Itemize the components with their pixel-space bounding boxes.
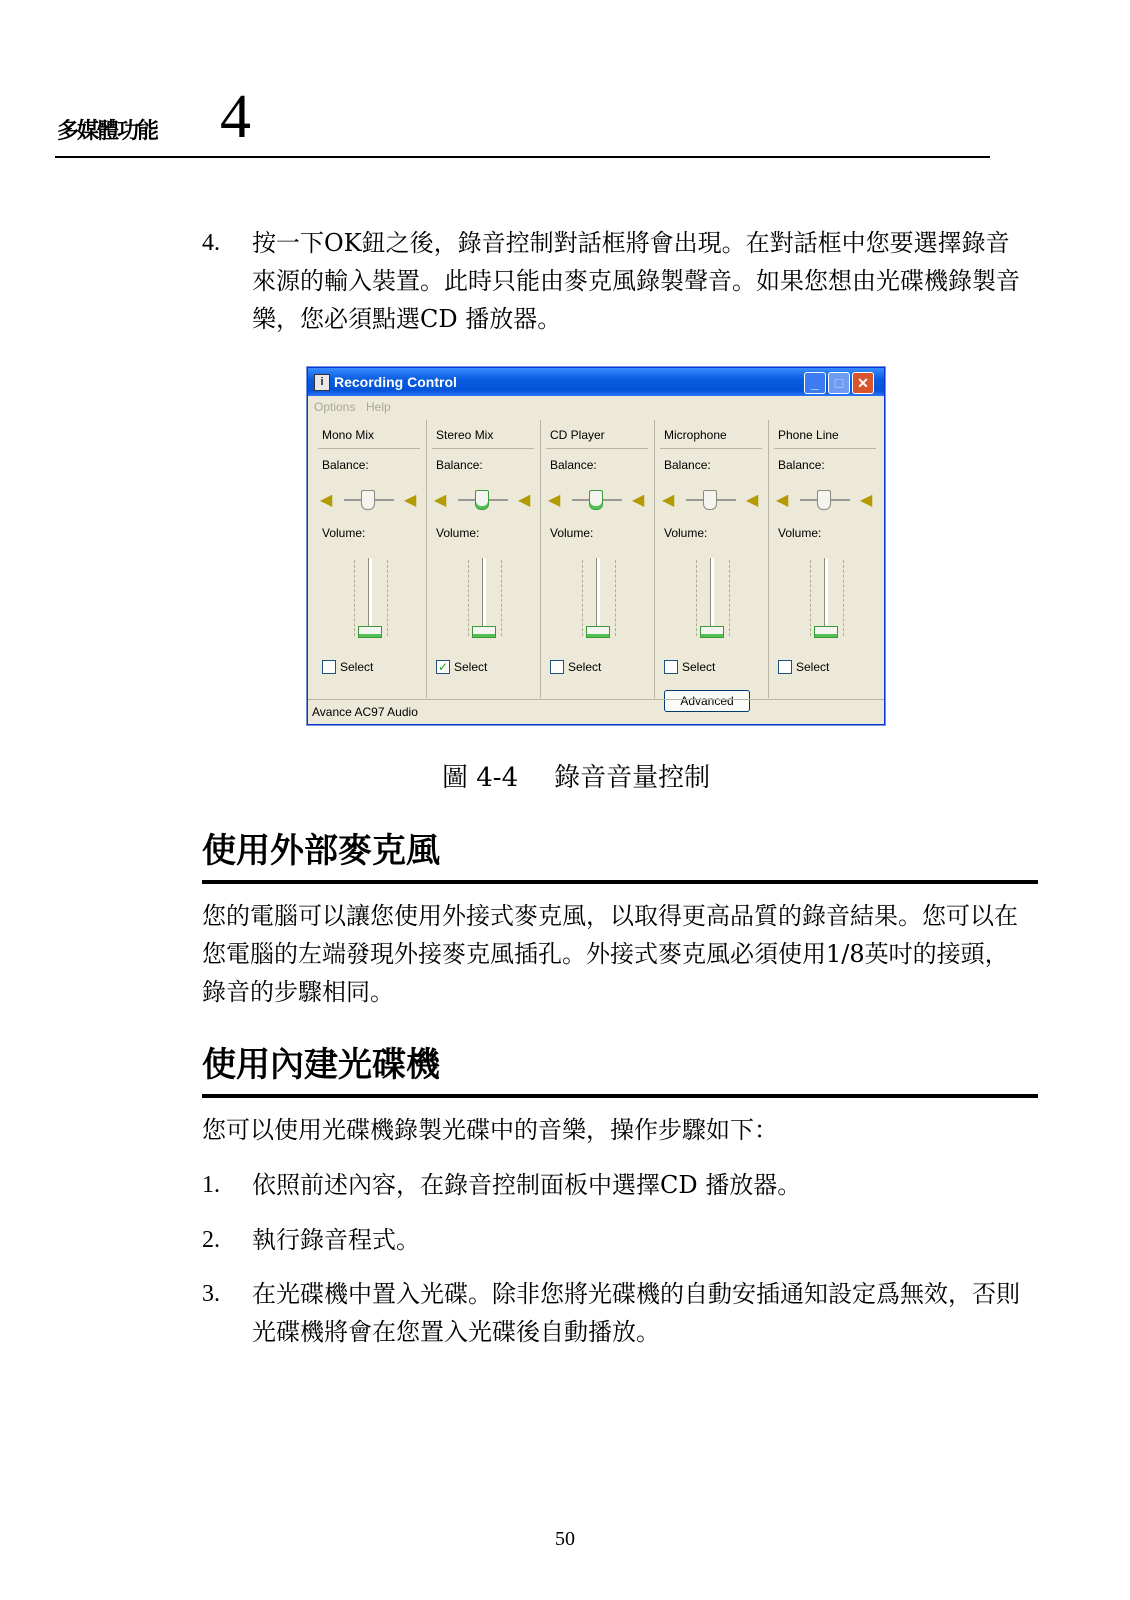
section-title-external-mic: 使用外部麥克風 [202, 826, 1038, 884]
select-checkbox-checked: ✓ [437, 660, 449, 674]
channel-cd-player [540, 420, 655, 698]
balance-label: Balance: [436, 458, 483, 472]
select-checkbox [778, 660, 792, 674]
figure-label: 圖 4-4 [442, 763, 519, 793]
select-label: Select [454, 660, 488, 674]
divider [546, 448, 648, 449]
speaker-left-icon: ◀ [320, 492, 333, 509]
volume-slider [700, 626, 724, 638]
channel-stereo-mix [426, 420, 541, 698]
minimize-icon: _ [804, 372, 826, 394]
status-bar: Avance AC97 Audio [308, 699, 884, 724]
volume-label: Volume: [322, 526, 366, 540]
section-title-builtin-cd: 使用內建光碟機 [202, 1040, 1038, 1098]
volume-track [368, 558, 372, 634]
balance-slider [817, 490, 831, 510]
step-number: 1. [202, 1172, 220, 1198]
balance-label: Balance: [778, 458, 825, 472]
volume-track [824, 558, 828, 634]
volume-track [596, 558, 600, 634]
channel-name: Microphone [664, 428, 727, 442]
balance-slider [361, 490, 375, 510]
volume-slider [472, 626, 496, 638]
menu-bar [308, 396, 884, 418]
volume-label: Volume: [778, 526, 822, 540]
volume-slider [586, 626, 610, 638]
balance-slider [475, 490, 489, 510]
balance-label: Balance: [550, 458, 597, 472]
balance-slider [589, 490, 603, 510]
speaker-right-icon: ◀ [404, 492, 417, 509]
step-number: 4. [202, 230, 220, 256]
divider [660, 448, 762, 449]
section-body: 您的電腦可以讓您使用外接式麥克風，以取得更高品質的錄音結果。您可以在您電腦的左端發現外接麥克風插孔。外接式麥克風必須使用1/8英吋的接頭，錄音的步驟相同。 [202, 902, 1018, 1006]
divider [774, 448, 876, 449]
select-label: Select [340, 660, 374, 674]
speaker-left-icon: ◀ [548, 492, 561, 509]
step-text: 執行錄音程式。 [252, 1226, 420, 1254]
channel-name: Stereo Mix [436, 428, 494, 442]
step-text: 依照前述內容，在錄音控制面板中選擇CD 播放器。 [252, 1171, 802, 1199]
step-text: 在光碟機中置入光碟。除非您將光碟機的自動安插通知設定爲無效，否則光碟機將會在您置入光碟後自動播放。 [252, 1280, 1020, 1346]
volume-label: Volume: [550, 526, 594, 540]
speaker-left-icon: ◀ [434, 492, 447, 509]
figure-caption [442, 760, 710, 796]
select-label: Select [568, 660, 602, 674]
balance-label: Balance: [322, 458, 369, 472]
volume-track [710, 558, 714, 634]
chapter-title: 多媒體功能 [57, 119, 158, 144]
chapter-number: 4 [220, 83, 251, 151]
channel-microphone [654, 420, 769, 708]
speaker-right-icon: ◀ [518, 492, 531, 509]
chapter-header [55, 83, 990, 158]
channel-name: Mono Mix [322, 428, 375, 442]
menu-help: Help [366, 400, 391, 414]
channel-name: Phone Line [778, 428, 839, 442]
figure-caption-text: 錄音音量控制 [554, 763, 711, 793]
select-checkbox [322, 660, 336, 674]
select-label: Select [682, 660, 716, 674]
channel-columns [312, 420, 880, 708]
section-intro: 您可以使用光碟機錄製光碟中的音樂，操作步驟如下： [202, 1116, 778, 1144]
balance-slider [703, 490, 717, 510]
volume-slider [814, 626, 838, 638]
channel-phone-line [768, 420, 882, 698]
channel-name: CD Player [550, 428, 605, 442]
volume-slider [358, 626, 382, 638]
balance-label: Balance: [664, 458, 711, 472]
maximize-icon: □ [828, 372, 850, 394]
speaker-right-icon: ◀ [860, 492, 873, 509]
volume-label: Volume: [664, 526, 708, 540]
app-icon: i [314, 374, 330, 391]
menu-options: Options [314, 400, 356, 414]
recording-control-screenshot [307, 367, 885, 725]
advanced-button: Advanced [664, 690, 750, 712]
select-checkbox [664, 660, 678, 674]
channel-mono-mix [312, 420, 427, 698]
volume-label: Volume: [436, 526, 480, 540]
speaker-left-icon: ◀ [776, 492, 789, 509]
window-titlebar [308, 368, 884, 396]
close-icon: ✕ [852, 372, 874, 394]
select-label: Select [796, 660, 830, 674]
window-title: Recording Control [334, 374, 457, 390]
speaker-right-icon: ◀ [746, 492, 759, 509]
page-number: 50 [555, 1528, 575, 1550]
step-text: 按一下OK鈕之後，錄音控制對話框將會出現。在對話框中您要選擇錄音來源的輸入裝置。此時只能由麥克風錄製聲音。如果您想由光碟機錄製音樂，您必須點選CD 播放器。 [252, 229, 1020, 333]
speaker-right-icon: ◀ [632, 492, 645, 509]
speaker-left-icon: ◀ [662, 492, 675, 509]
step-number: 2. [202, 1227, 220, 1253]
select-checkbox [550, 660, 564, 674]
step-number: 3. [202, 1281, 220, 1307]
volume-track [482, 558, 486, 634]
divider [318, 448, 420, 449]
divider [432, 448, 534, 449]
